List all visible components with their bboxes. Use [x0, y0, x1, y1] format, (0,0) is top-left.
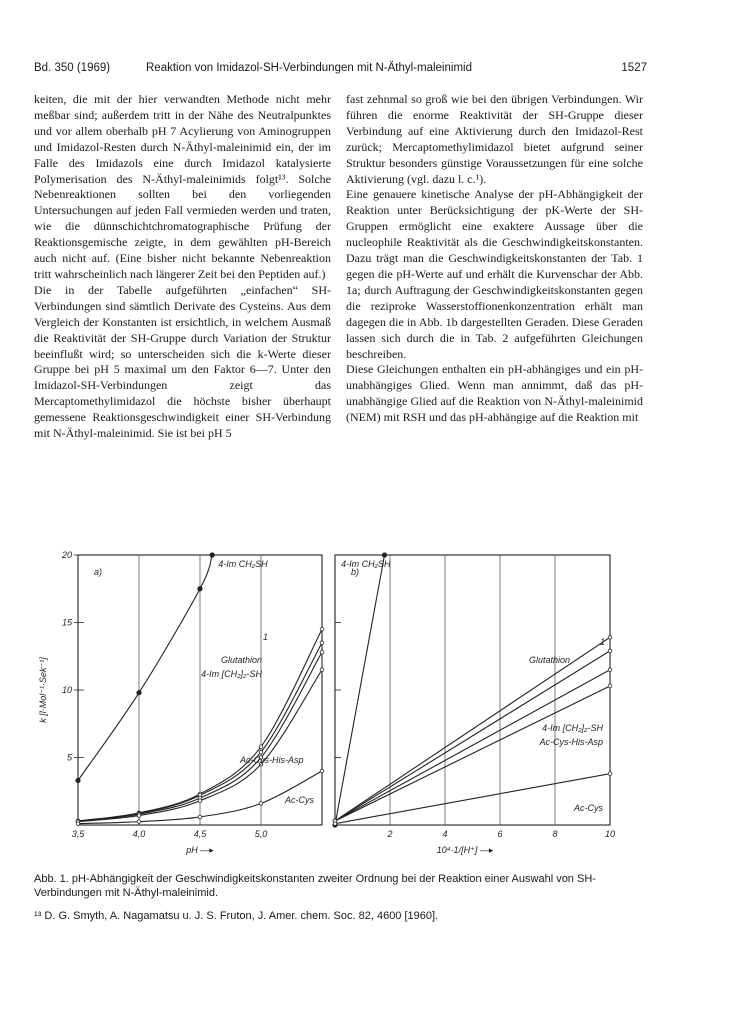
- right-column: [346, 92, 643, 426]
- footnote-13: ¹³ D. G. Smyth, A. Nagamatsu u. J. S. Fruton, J. Amer. chem. Soc. 82, 4600 [1960].: [34, 910, 439, 922]
- page-number: 1527: [621, 62, 647, 74]
- y-tick-label: 15: [61, 617, 72, 628]
- series-label: Ac-Cys: [574, 803, 603, 813]
- data-point: [259, 745, 263, 749]
- x-tick-label: 5,0: [254, 829, 268, 839]
- data-point: [320, 769, 324, 773]
- data-point: [608, 649, 612, 653]
- series-label: 4-Im [CH₂]₂-SH: [201, 669, 262, 679]
- data-point: [608, 668, 612, 672]
- data-point: [198, 815, 202, 819]
- x-tick-label: 4,5: [193, 829, 207, 839]
- x-tick-label: 6: [497, 829, 503, 839]
- data-point: [137, 820, 141, 824]
- y-axis-label: k [l·Mol⁻¹·Sek⁻¹]: [38, 657, 48, 723]
- panel-frame: [335, 555, 610, 825]
- right-paragraph-3: Diese Gleichungen enthalten ein pH-abhängiges und ein pH-unabhängiges Glied. Wenn man annimmt, daß das pH-unabhängige Glied auf die Reaktion von N-Äthyl-maleinimid (NEM) mit RSH und das pH-abhängige auf die Reaktion mit: [346, 362, 643, 425]
- data-point: [259, 802, 263, 806]
- x-tick-label: 8: [552, 829, 558, 839]
- series-line: [335, 686, 610, 821]
- series-label: Ac-Cys: [285, 795, 314, 805]
- x-axis-label: pH —▸: [186, 845, 214, 855]
- y-tick-label: 10: [61, 685, 72, 695]
- left-column: [34, 92, 331, 442]
- y-tick-label: 5: [66, 752, 72, 763]
- data-point: [320, 641, 324, 645]
- data-point: [137, 814, 141, 818]
- panel-label: b): [351, 567, 360, 577]
- volume-label: Bd. 350 (1969): [34, 62, 111, 74]
- figure-caption: Abb. 1. pH-Abhängigkeit der Geschwindigkeitskonstanten zweiter Ordnung bei der Reaktion einer Auswahl von SH-Verbindungen mit N-Äthyl-maleinimid.: [34, 873, 596, 899]
- series-label: Glutathion: [220, 655, 262, 665]
- x-tick-label: 10: [604, 829, 616, 839]
- data-point: [76, 822, 80, 826]
- data-point: [608, 772, 612, 776]
- data-point: [259, 750, 263, 754]
- series-line: [78, 555, 212, 780]
- series-label: 1: [262, 632, 268, 642]
- right-paragraph-1: fast zehnmal so groß wie bei den übrigen Verbindungen. Wir führen die enorme Reaktivität der SH-Gruppe dieser Verbindung auf eine Aktivierung durch den Imidazol-Rest zurück; Mercaptomethylimidazol bietet aufgrund seiner Struktur besonders günstige Voraussetzungen für eine solche Aktivierung (vgl. dazu l. c.¹).: [346, 92, 643, 186]
- series-label: 4-Im [CH₂]₂-SH: [542, 723, 603, 733]
- data-point: [320, 650, 324, 654]
- left-paragraph-1: keiten, die mit der hier verwandten Methode nicht mehr meßbar sind; außerdem tritt in der Nähe des Neutralpunktes und vor allem oberhalb pH 7 Acylierung von Aminogruppen und Imidazol-Resten durch N-Äthyl-maleinimid ein, der im Falle des Imidazols eine durch Imidazol katalysierte Polymerisation des N-Äthyl-maleinimids folgt¹³. Solche Nebenreaktionen sollten bei den vorliegenden Untersuchungen auf jeden Fall vermieden werden und traten, wie die dünnschichtchromatographische Prüfung der Reaktionsgemische zeigte, in dem gewählten pH-Bereich auch nicht auf. (Eine bisher nicht bekannte Nebenreaktion tritt wahrscheinlich nach längerer Zeit bei den Peptiden auf.): [34, 92, 331, 281]
- series-label: 4-Im CH₂SH: [341, 559, 391, 569]
- series-line: [335, 651, 610, 821]
- data-point: [608, 636, 612, 640]
- panel-label: a): [94, 567, 103, 577]
- running-title: Reaktion von Imidazol-SH-Verbindungen mit N-Äthyl-maleinimid: [146, 62, 472, 74]
- x-tick-label: 3,5: [71, 829, 85, 839]
- data-point: [333, 822, 337, 826]
- figure-1: [30, 545, 670, 870]
- x-tick-label: 2: [387, 829, 393, 839]
- series-label: Glutathion: [528, 655, 570, 665]
- left-paragraph-2: Die in der Tabelle aufgeführten „einfachen“ SH-Verbindungen sind sämtlich Derivate des Cysteins. Aus dem Vergleich der Konstanten ist ersichtlich, in welchem Ausmaß die Reaktivität der SH-Gruppe durch Variation der Struktur beeinflußt wird; so unterscheiden sich die k-Werte dieser Gruppe bei pH 5 maximal um den Faktor 6—7. Unter den Imidazol-SH-Verbindungen zeigt das Mercaptomethylimidazol die höchste bisher überhaupt gemessene Reaktionsgeschwindigkeit einer SH-Verbindung mit N-Äthyl-maleinimid. Sie ist bei pH 5: [34, 282, 331, 441]
- figure-1-plot: [30, 545, 670, 870]
- x-tick-label: 4,0: [132, 829, 146, 839]
- data-point: [320, 668, 324, 672]
- x-axis-label: 10⁴·1/[H⁺] —▸: [436, 845, 494, 855]
- x-tick-label: 4: [442, 829, 448, 839]
- data-point: [198, 799, 202, 803]
- data-point: [76, 778, 80, 782]
- data-point: [210, 553, 214, 557]
- series-label: Ac-Cys-His-Asp: [240, 755, 304, 765]
- y-tick-label: 20: [61, 550, 72, 560]
- data-point: [382, 553, 386, 557]
- data-point: [198, 587, 202, 591]
- data-point: [320, 627, 324, 631]
- series-label: 4-Im CH₂SH: [218, 559, 268, 569]
- data-point: [608, 684, 612, 688]
- data-point: [137, 691, 141, 695]
- right-paragraph-2: Eine genauere kinetische Analyse der pH-Abhängigkeit der Reaktion unter Berücksichtigung der pK-Werte der SH-Gruppen ermöglicht eine exaktere Aussage über die nucleophile Reaktivität als die Geschwindigkeitskonstanten. Dazu trägt man die Geschwindigkeitskonstanten der Tab. 1 gegen die pH-Werte auf und erhält die Kurvenschar der Abb. 1a; durch Auftragung der Geschwindigkeitskonstanten gegen die reziproke Wasserstoffionenkonzentration erhält man dagegen die in Abb. 1b dargestellten Geraden. Diese Geraden lassen sich durch die in Tab. 2 aufgeführten Gleichungen beschreiben.: [346, 187, 643, 361]
- series-line: [335, 555, 385, 825]
- series-label: Ac-Cys-His-Asp: [539, 737, 603, 747]
- series-label: 1: [599, 637, 605, 647]
